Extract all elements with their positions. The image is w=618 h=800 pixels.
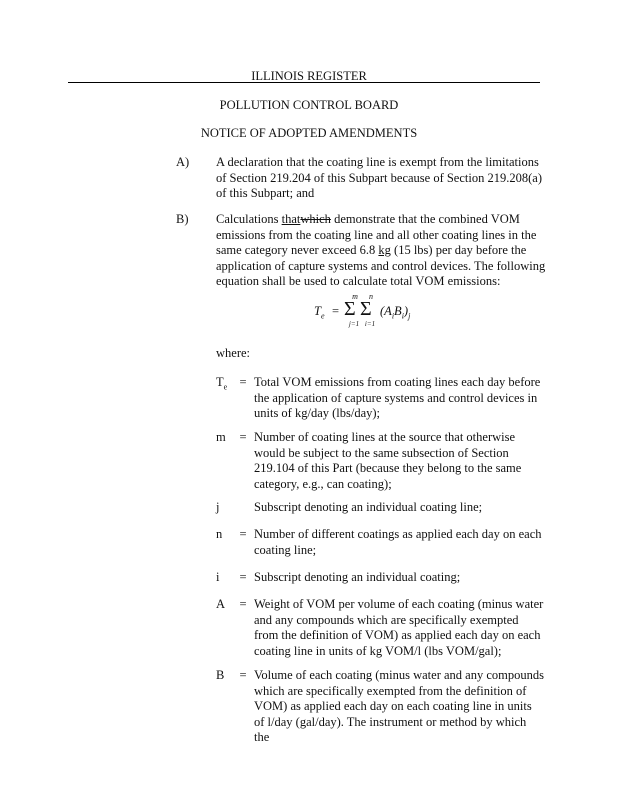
item-b-label: B) (176, 212, 189, 226)
def-i-eq: = (239, 570, 247, 584)
header-rule (68, 82, 540, 83)
def-te-text: Total VOM emissions from coating lines each day before the application of capture systems and control devices in units of kg/day (lbs/day); (254, 375, 541, 420)
notice-title: NOTICE OF ADOPTED AMENDMENTS (200, 126, 418, 140)
where-label: where: (216, 346, 251, 360)
def-n-eq: = (239, 527, 247, 541)
board-title: POLLUTION CONTROL BOARD (219, 98, 399, 112)
def-a-text: Weight of VOM per volume of each coating (minus water and any compounds which are specifically exempted from the definition of VOM) as applied each day on each coating line in units of kg VOM/l (lbs VOM/gal); (254, 597, 544, 658)
def-b-eq: = (239, 668, 247, 682)
def-b-text: Volume of each coating (minus water and any compounds which are specifically exempted from the definition of VOM) as applied each day on each coating line in units of l/day (gal/day). The instrument or method by which the (254, 668, 544, 744)
item-a-label: A) (176, 155, 190, 169)
register-title: ILLINOIS REGISTER (251, 69, 367, 83)
def-j-text: Subscript denoting an individual coating line; (254, 500, 483, 514)
def-a-symbol: A (216, 597, 226, 611)
item-b-text-after: demonstrate that the combined VOM emissions from the coating line and all other coating lines in the same category never exceed 6.8 (216, 212, 537, 257)
eq-outer-upper: m (352, 292, 358, 301)
eq-inner-upper: n (369, 292, 373, 301)
eq-inner-lower: i=1 (364, 320, 376, 328)
eq-equals: = (332, 304, 340, 318)
eq-lhs: $T_e$ (314, 304, 325, 321)
eq-inner-sigma: Σ (360, 298, 372, 320)
def-m-text: Number of coating lines at the source that otherwise would be subject to the same subsection of Section 219.104 of this Part (because they belong to the same category, e.g., can coating); (254, 430, 522, 491)
eq-outer-lower: j=1 (348, 320, 360, 328)
item-b-text (216, 212, 546, 290)
deleted-word: which (300, 212, 331, 226)
def-m-eq: = (239, 430, 247, 444)
def-j-symbol: j (216, 500, 220, 514)
def-i-text: Subscript denoting an individual coating; (254, 570, 461, 584)
def-n-symbol: n (216, 527, 223, 541)
item-b-text-end: (15 lbs) per day before the application of capture systems and control devices. The following equation shall be used to calculate total VOM emissions: (216, 243, 546, 288)
def-b-symbol: B (216, 668, 225, 682)
def-m-symbol: m (216, 430, 226, 444)
item-b-text-before: Calculations (216, 212, 282, 226)
item-a-text: A declaration that the coating line is exempt from the limitations of Section 219.204 of this Subpart because of Section 219.208(a) of this Subpart; and (216, 155, 542, 200)
eq-term: $(A_iB_i)_j$ (380, 304, 411, 321)
eq-outer-sigma: Σ (344, 298, 356, 320)
inserted-unit: kg (378, 243, 391, 257)
def-n-text: Number of different coatings as applied each day on each coating line; (254, 527, 542, 557)
def-i-symbol: i (216, 570, 220, 584)
inserted-word: that (281, 212, 301, 226)
def-te-symbol: $T_e$ (216, 375, 228, 392)
equation (300, 292, 440, 330)
def-a-eq: = (239, 597, 247, 611)
def-te-eq: = (239, 375, 247, 389)
